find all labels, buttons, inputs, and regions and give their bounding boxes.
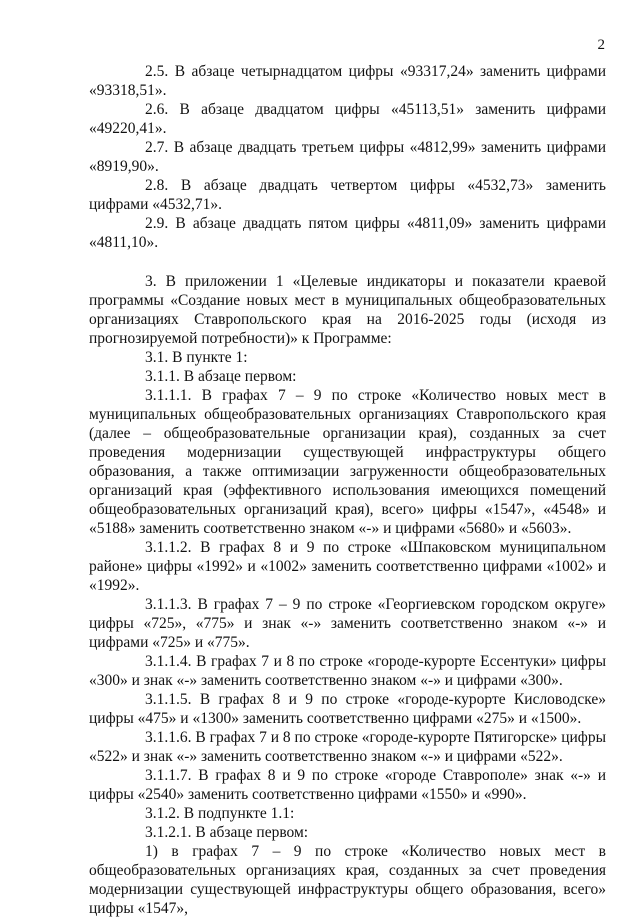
paragraph-2-5: 2.5. В абзаце четырнадцатом цифры «93317,24» заменить цифрами «93318,51». <box>89 63 606 99</box>
section-spacer <box>89 252 606 272</box>
paragraph-3-1-2-1: 3.1.2.1. В абзаце первом: <box>145 824 309 841</box>
paragraph-3-1-1-3: 3.1.1.3. В графах 7 – 9 по строке «Георгиевском городском округе» цифры «725», «775» и знак «-» заменить соответственно знаком «-» и цифрами «725» и «775». <box>89 596 606 651</box>
paragraph-2-7: 2.7. В абзаце двадцать третьем цифры «4812,99» заменить цифрами «8919,90». <box>89 139 606 175</box>
paragraph-3: 3. В приложении 1 «Целевые индикаторы и показатели краевой программы «Создание новых мест в муниципальных общеобразовательных организациях Ставропольского края на 2016-2025 годы (исходя из прогнозируемой потребности)» к Программе: <box>89 273 606 347</box>
paragraph-3-1-1: 3.1.1. В абзаце первом: <box>145 368 297 385</box>
paragraph-3-1-1-2: 3.1.1.2. В графах 8 и 9 по строке «Шпаковском муниципальном районе» цифры «1992» и «1002» заменить соответственно цифрами «1002» и «1992». <box>89 539 606 594</box>
paragraph-2-8: 2.8. В абзаце двадцать четвертом цифры «4532,73» заменить цифрами «4532,71». <box>89 177 606 213</box>
paragraph-3-1-1-1: 3.1.1.1. В графах 7 – 9 по строке «Количество новых мест в муниципальных общеобразовательных организациях Ставропольского края (далее – общеобразовательные организации края), созданных за счет проведения модернизации существующей инфраструктуры общего образования, а также оптимизации загруженности общеобразовательных организаций края (эффективного использования имеющихся помещений общеобразовательных организаций края), всего» цифры «1547», «4548» и «5188» заменить соответственно знаком «-» и цифрами «5680» и «5603». <box>89 387 606 537</box>
paragraph-3-1-1-6: 3.1.1.6. В графах 7 и 8 по строке «городе-курорте Пятигорске» цифры «522» и знак «-» заменить соответственно знаком «-» и цифрами «522». <box>89 729 606 765</box>
paragraph-3-1: 3.1. В пункте 1: <box>145 349 248 366</box>
paragraph-3-1-1-4: 3.1.1.4. В графах 7 и 8 по строке «городе-курорте Ессентуки» цифры «300» и знак «-» заменить соответственно знаком «-» и цифрами «300». <box>89 653 606 689</box>
paragraph-3-1-1-7: 3.1.1.7. В графах 8 и 9 по строке «городе Ставрополе» знак «-» и цифры «2540» заменить соответственно цифрами «1550» и «990». <box>89 767 606 803</box>
paragraph-item-1: 1) в графах 7 – 9 по строке «Количество новых мест в общеобразовательных организациях края, созданных за счет проведения модернизации существующей инфраструктуры общего образования, всего» цифры «1547», <box>89 843 606 917</box>
page-number: 2 <box>597 37 605 53</box>
paragraph-2-6: 2.6. В абзаце двадцатом цифры «45113,51» заменить цифрами «49220,41». <box>89 101 606 137</box>
paragraph-3-1-2: 3.1.2. В подпункте 1.1: <box>145 805 295 822</box>
paragraph-3-1-1-5: 3.1.1.5. В графах 8 и 9 по строке «городе-курорте Кисловодске» цифры «475» и «1300» заменить соответственно цифрами «275» и «1500». <box>89 691 606 727</box>
paragraph-2-9: 2.9. В абзаце двадцать пятом цифры «4811,09» заменить цифрами «4811,10». <box>89 215 606 251</box>
